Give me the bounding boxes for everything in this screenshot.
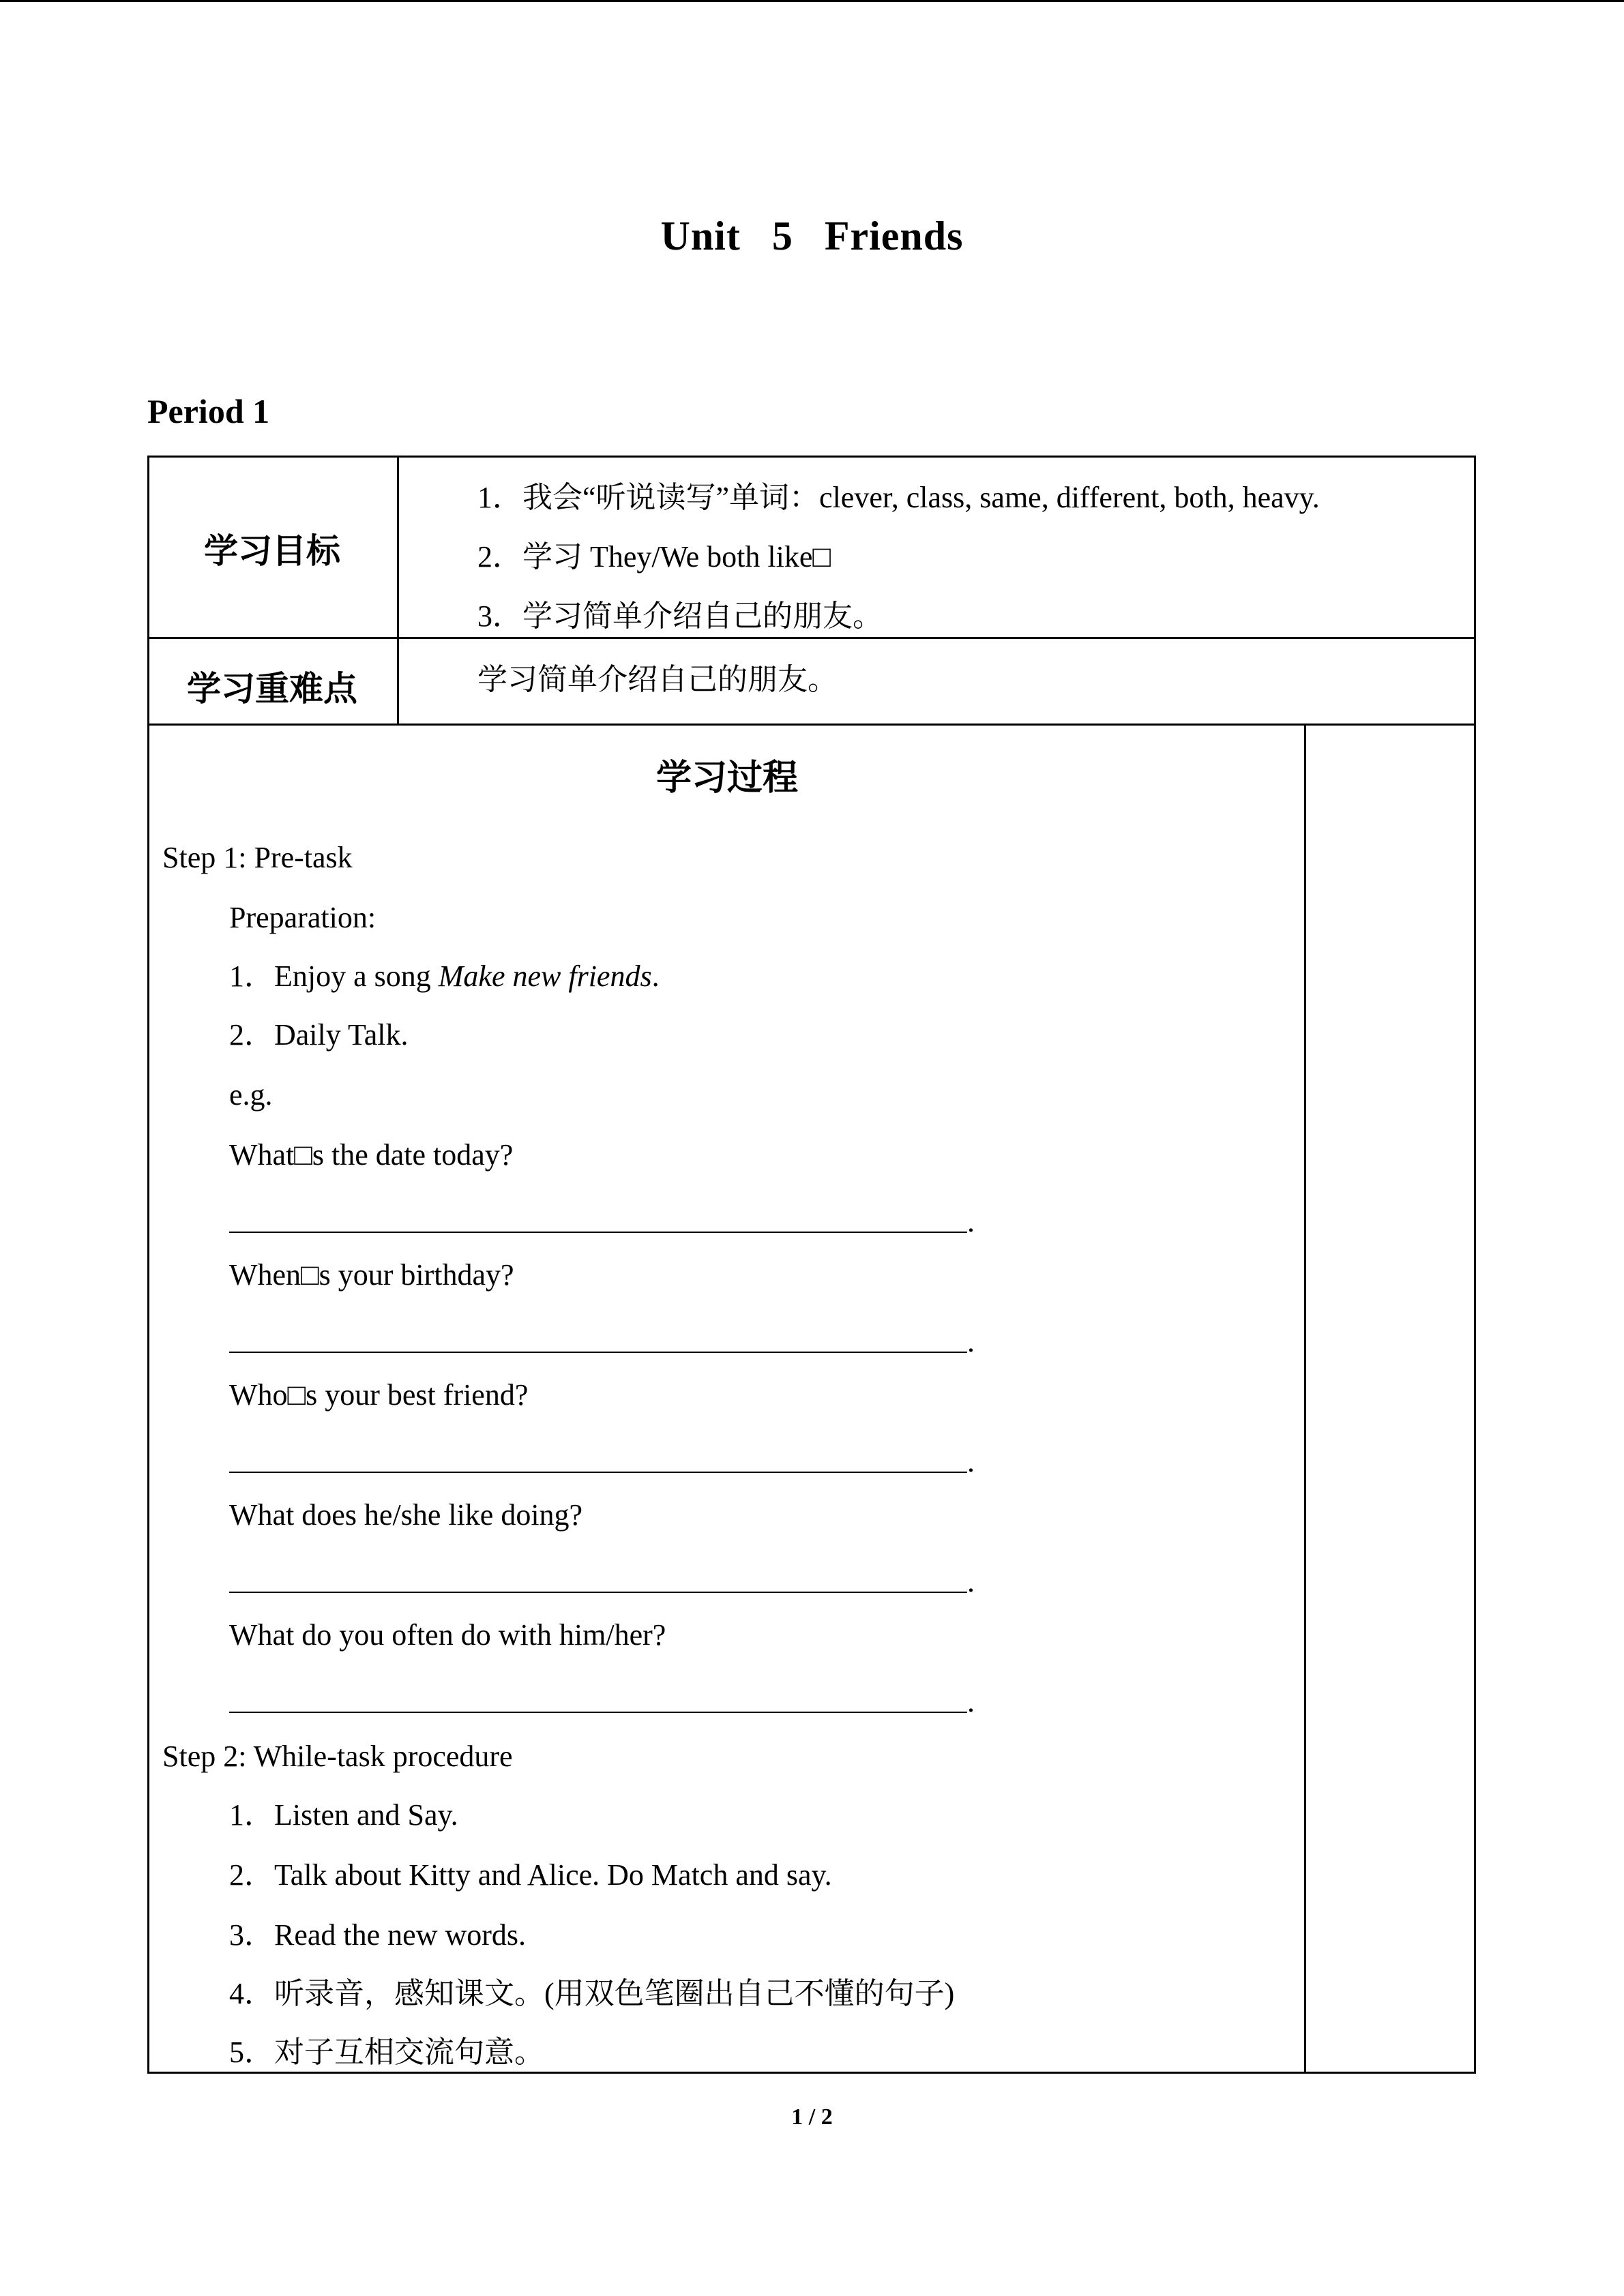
question: What do you often do with him/her?: [229, 1618, 666, 1652]
page-number: 1 / 2: [791, 2104, 833, 2130]
key-points-label: 学习重难点: [187, 669, 357, 709]
key-points-text: 学习简单介绍自己的朋友。: [477, 663, 838, 696]
song-title: Make new friends: [438, 959, 652, 993]
blank-period: .: [967, 1325, 975, 1358]
question: What□s the date today?: [229, 1138, 514, 1172]
row-divider-keypoints: [147, 724, 1476, 726]
answer-blank[interactable]: [229, 1472, 967, 1473]
step1-heading: Step 1: Pre-task: [162, 841, 353, 874]
top-border: [0, 0, 1624, 2]
eg-label: e.g.: [229, 1078, 273, 1112]
objective-item: 3．学习简单介绍自己的朋友。: [477, 599, 883, 633]
answer-blank[interactable]: [229, 1352, 967, 1353]
label-column-divider: [397, 456, 399, 726]
question: Who□s your best friend?: [229, 1378, 529, 1412]
blank-period: .: [967, 1685, 975, 1718]
process-title: 学习过程: [655, 758, 798, 799]
notes-column-divider: [1304, 724, 1306, 2074]
blank-period: .: [967, 1445, 975, 1478]
blank-period: .: [967, 1205, 975, 1238]
preparation-label: Preparation:: [229, 901, 377, 934]
answer-blank[interactable]: [229, 1592, 967, 1593]
objective-item: 2．学习 They/We both like□: [477, 540, 831, 573]
answer-blank[interactable]: [229, 1232, 967, 1233]
question: When□s your birthday?: [229, 1258, 514, 1292]
step2-item: 2．Talk about Kitty and Alice. Do Match and say.: [229, 1858, 832, 1892]
row-divider-objectives: [147, 637, 1476, 639]
objectives-label: 学习目标: [204, 531, 340, 571]
step2-item: 5．对子互相交流句意。: [229, 2036, 544, 2069]
question: What does he/she like doing?: [229, 1498, 583, 1532]
step1-item-1: 1．Enjoy a song Make new friends.: [229, 959, 660, 993]
step2-heading: Step 2: While-task procedure: [162, 1740, 513, 1773]
step2-item: 4．听录音，感知课文。(用双色笔圈出自己不懂的句子): [229, 1977, 955, 2010]
document-title: Unit 5 Friends: [660, 213, 964, 258]
answer-blank[interactable]: [229, 1712, 967, 1713]
blank-period: .: [967, 1565, 975, 1598]
step1-item-2: 2．Daily Talk.: [229, 1018, 409, 1052]
step2-item: 1．Listen and Say.: [229, 1798, 458, 1832]
step2-item: 3．Read the new words.: [229, 1918, 527, 1952]
objective-item: 1．我会“听说读写”单词：clever, class, same, different, both, heavy.: [477, 481, 1320, 514]
period-heading: Period 1: [147, 392, 270, 430]
